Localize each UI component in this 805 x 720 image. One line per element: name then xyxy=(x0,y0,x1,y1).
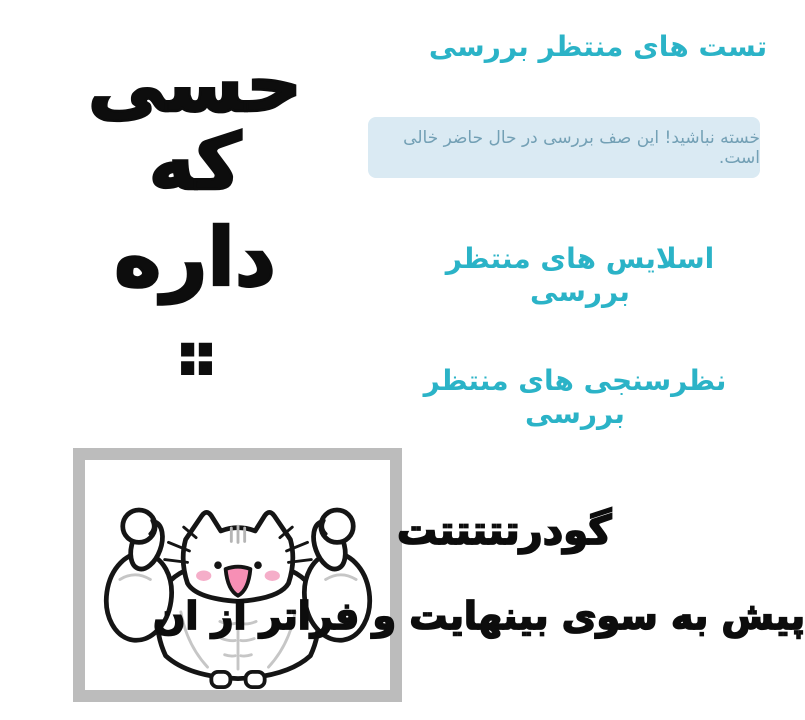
caption-line-3: داره xyxy=(114,211,276,304)
caption-line-2: که xyxy=(148,118,242,208)
empty-queue-message-box xyxy=(368,117,760,178)
muscular-cat-image xyxy=(93,490,383,690)
caption-line-1: حسی xyxy=(87,40,303,130)
empty-queue-message: خسته نباشید! این صف بررسی در حال حاضر خالی است. xyxy=(403,127,760,168)
surveys-pending-review-heading[interactable]: نظرسنجی های منتظر بررسی xyxy=(423,364,727,430)
infinity-slogan-text: پیش به سوی بینهایت و فراتر از ان xyxy=(152,594,805,638)
cat-picture-frame xyxy=(73,448,402,702)
caption-colon: :: xyxy=(177,326,213,386)
tests-pending-review-heading[interactable]: تست های منتظر بررسی xyxy=(428,30,768,63)
slides-pending-review-heading[interactable]: اسلایس های منتظر بررسی xyxy=(445,242,715,308)
power-text: گودرتتتتتت xyxy=(397,508,612,554)
